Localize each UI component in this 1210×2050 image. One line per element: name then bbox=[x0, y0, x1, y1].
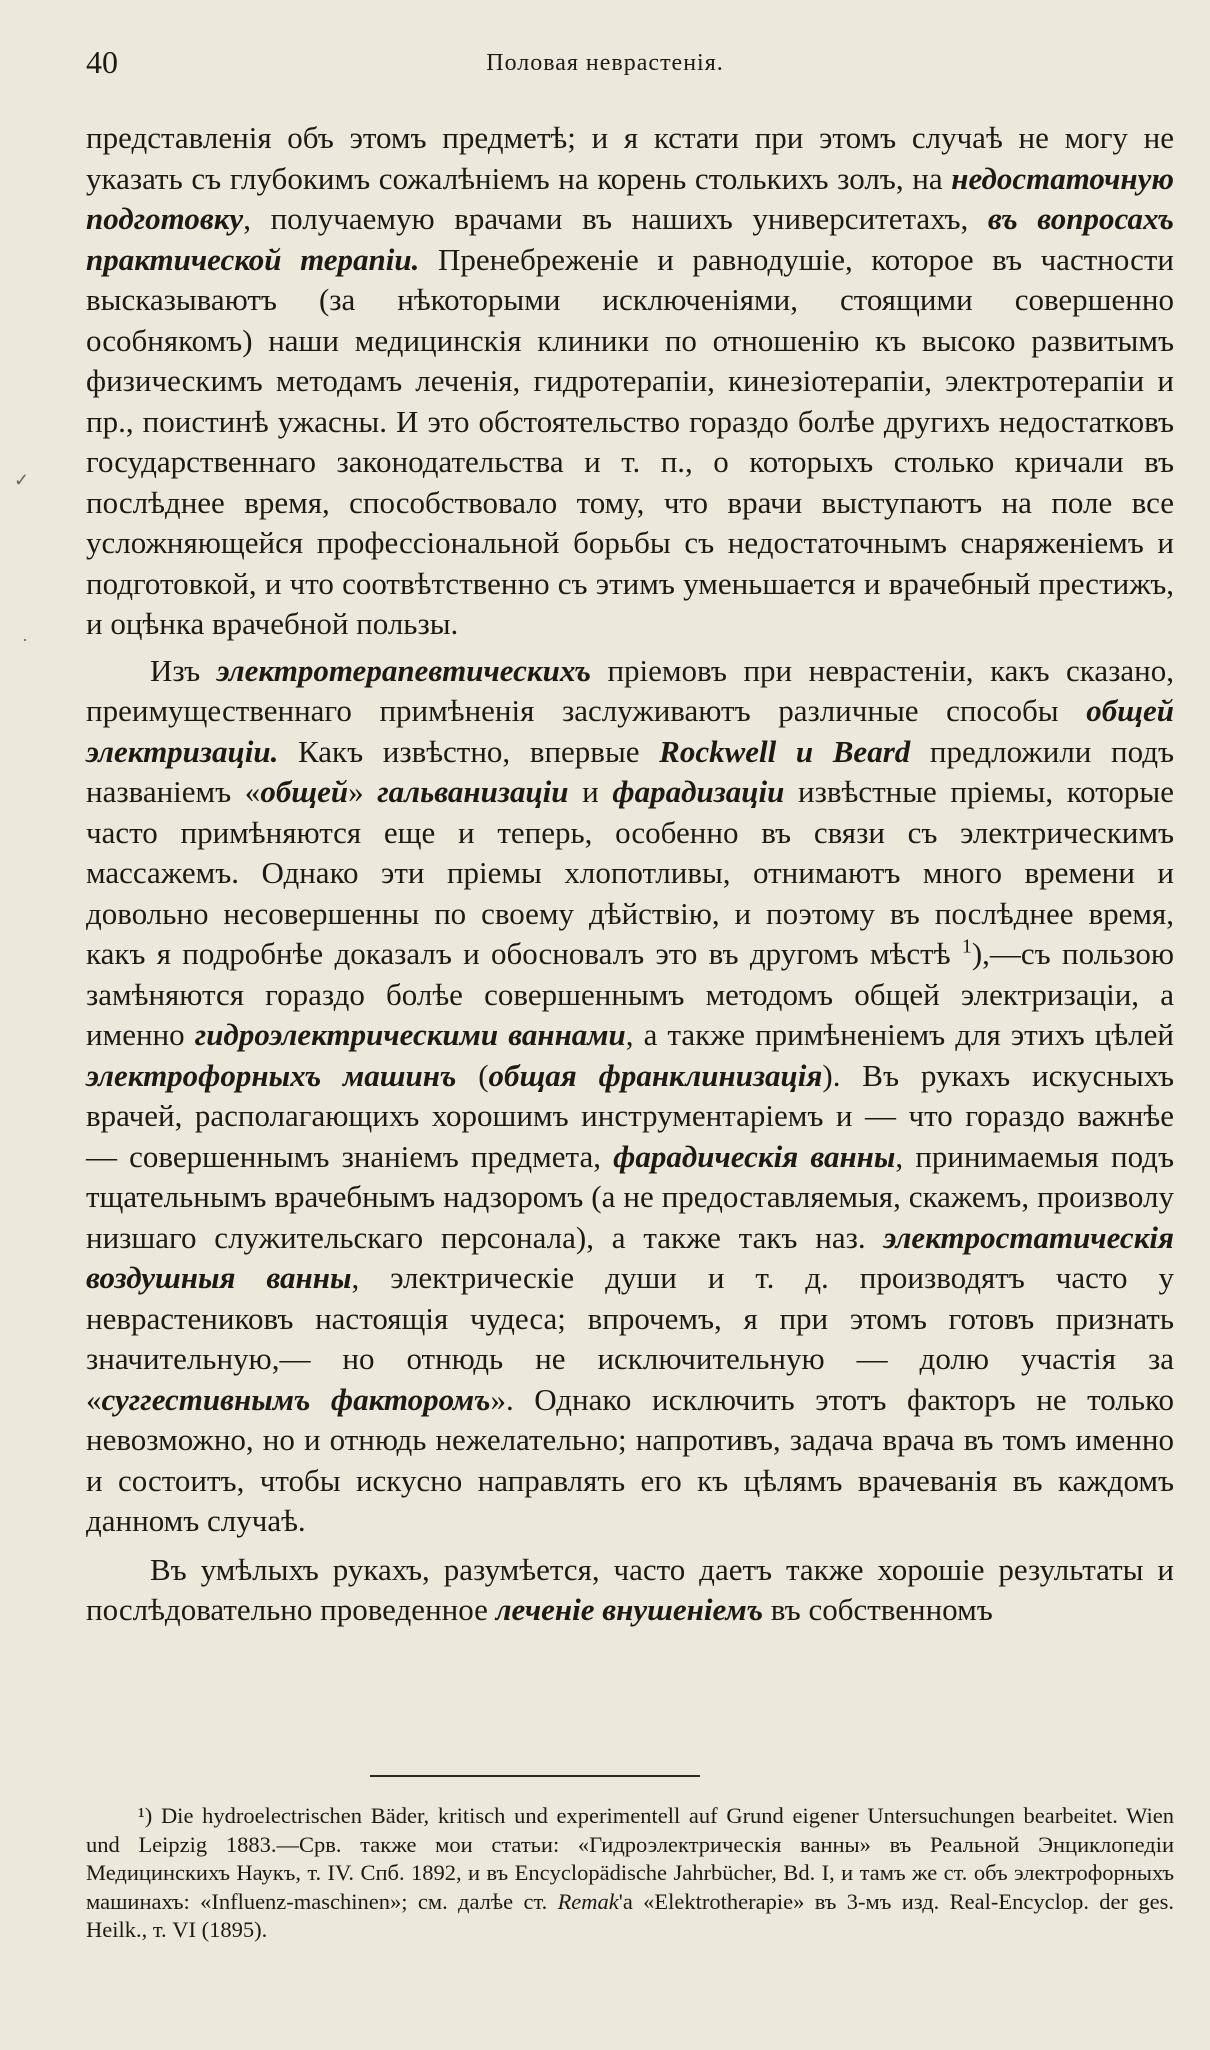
footnote-reference[interactable]: 1 bbox=[961, 935, 972, 958]
text-run: Пренебреженіе и равнодушіе, которое въ частности высказываютъ (за нѣкоторыми исключеніями, стоящими совершенно особнякомъ) наши медицинскія клиники по отношенію къ высоко развитымъ физическимъ методамъ леченія, гидротерапіи, кинезіотерапіи, электротерапіи и пр., поистинѣ ужасны. И это обстоятельство гораздо болѣе другихъ недостатковъ государственнаго законодательства и т. п., о которыхъ столько кричали въ послѣднее время, способствовало тому, что врачи выступаютъ на поле все усложняющейся профессіональной борьбы съ недостаточнымъ снаряженіемъ и подготовкой, и что соотвѣтственно съ этимъ уменьшается и врачебный престижъ, и оцѣнка врачебной пользы. bbox=[86, 241, 1175, 641]
emphasis-text: фарадизаціи bbox=[612, 774, 785, 809]
running-head: Половая неврастенія. bbox=[486, 50, 724, 76]
text-run: , принимаемыя подъ тщательнымъ врачебнымъ надзоромъ (а не предоставляемыя, скажемъ, произволу низшаго служительскаго персонала), а также такъ наз. bbox=[86, 1138, 1174, 1255]
text-run: ( bbox=[456, 1057, 489, 1093]
footnote-text: 'a «Elektrotherapie» въ 3-мъ изд. Real-Encyclop. der ges. Heilk., т. VI (1895). bbox=[86, 1888, 1174, 1942]
emphasis-text: гидроэлектрическими ваннами bbox=[194, 1017, 626, 1052]
page-number: 40 bbox=[86, 44, 118, 80]
text-run: , а также примѣненіемъ для этихъ цѣлей bbox=[625, 1017, 1174, 1052]
paragraph-1 bbox=[86, 118, 1174, 645]
text-run: Какъ извѣстно, впервые bbox=[278, 733, 660, 769]
text-run: , электрическіе души и т. д. производятъ часто у неврастениковъ настоящія чудеса; впрочемъ, я при этомъ готовъ признать значительную,— но отнюдь не исключительную — долю участія за « bbox=[86, 1260, 1174, 1417]
text-run: предложили подъ названіемъ « bbox=[86, 733, 1175, 809]
text-run: и bbox=[568, 774, 613, 809]
text-run: пріемовъ при неврастеніи, какъ сказано, преимущественнаго примѣненія заслуживаютъ различные способы bbox=[86, 652, 1174, 728]
paragraph-3 bbox=[86, 1550, 1174, 1631]
emphasis-text: суггестивнымъ факторомъ bbox=[101, 1381, 491, 1417]
margin-dot-mark: · bbox=[22, 630, 28, 650]
text-run: , получаемую врачами въ нашихъ университетахъ, bbox=[243, 201, 988, 236]
margin-pencil-mark: ✓ bbox=[14, 470, 30, 490]
emphasis-text: общей электризаціи. bbox=[86, 693, 1174, 769]
emphasis-text: электротерапевтическихъ bbox=[216, 652, 591, 688]
text-run: ),—съ пользою замѣняются гораздо болѣе совершеннымъ методомъ общей электризаціи, а именно bbox=[86, 936, 1174, 1052]
emphasis-text: недостаточную подготовку bbox=[86, 160, 1174, 236]
footnote bbox=[86, 1802, 1174, 1945]
emphasis-text: общая франклинизація bbox=[488, 1057, 823, 1093]
text-run: представленія объ этомъ предметѣ; и я кстати при этомъ случаѣ не могу не указать съ глубокимъ сожалѣніемъ на корень столькихъ золъ, на bbox=[86, 120, 1174, 196]
emphasis-text: электрофорныхъ машинъ bbox=[86, 1057, 457, 1093]
emphasis-text: общей bbox=[260, 774, 349, 809]
emphasis-text: фарадическія ванны bbox=[613, 1138, 896, 1174]
text-run: извѣстные пріемы, которые часто примѣняются еще и теперь, особенно въ связи съ электрическимъ массажемъ. Однако эти пріемы хлопотливы, отнимаютъ много времени и довольно несовершенны по своему дѣйствію, и поэтому въ послѣднее время, какъ я подробнѣе доказалъ и обосновалъ это въ другомъ мѣстѣ bbox=[86, 774, 1175, 971]
footnote-text: Die hydroelectrischen Bäder, kritisch und experimentell auf Grund eigener Untersuchungen bearbeitet. Wien und Leipzig 1883.—Срв. также мои статьи: «Гидроэлектрическія ванны» въ Реальной Энциклопедіи Медицинскихъ Наукъ, т. IV. Спб. 1892, и въ Encyclopädische Jahrbücher, Bd. I, и тамъ же ст. объ электрофорныхъ машинахъ: «Influenz-maschinen»; см. далѣе ст. bbox=[86, 1803, 1174, 1914]
emphasis-text: электростатическія воздушныя ванны bbox=[86, 1219, 1174, 1295]
footnote-author: Remak bbox=[557, 1888, 619, 1914]
emphasis-text: въ вопросахъ практической терапіи. bbox=[86, 201, 1174, 277]
text-run: ». Однако исключить этотъ факторъ не только невозможно, но и отнюдь нежелательно; напротивъ, задача врача въ томъ именно и состоитъ, чтобы искусно направлять его къ цѣлямъ врачеванія въ каждомъ данномъ случаѣ. bbox=[86, 1381, 1174, 1538]
emphasis-text: гальванизаціи bbox=[377, 774, 569, 809]
text-run: » bbox=[348, 774, 378, 809]
main-text bbox=[86, 118, 1174, 1631]
emphasis-text: леченіе внушеніемъ bbox=[495, 1592, 764, 1627]
footnote-marker: ¹) bbox=[138, 1803, 161, 1828]
author-names: Rockwell и Beard bbox=[659, 733, 911, 769]
text-run: Изъ bbox=[150, 652, 217, 688]
footnote-divider bbox=[370, 1775, 700, 1777]
text-run: въ собственномъ bbox=[763, 1592, 993, 1627]
page-header bbox=[86, 44, 1124, 90]
text-run: Въ умѣлыхъ рукахъ, разумѣется, часто даетъ также хорошіе результаты и послѣдовательно проведенное bbox=[86, 1551, 1174, 1627]
text-run: ). Въ рукахъ искусныхъ врачей, располагающихъ хорошимъ инструментаріемъ и — что гораздо важнѣе — совершеннымъ знаніемъ предмета, bbox=[86, 1057, 1174, 1174]
paragraph-2 bbox=[86, 651, 1174, 1542]
